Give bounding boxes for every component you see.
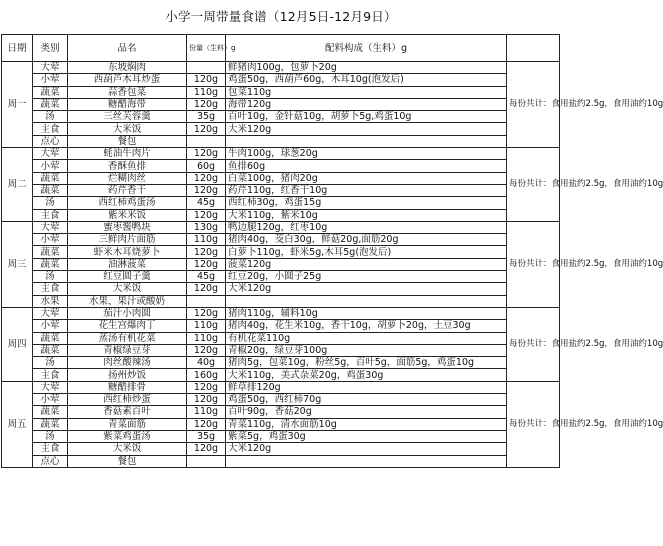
category-cell: 蔬菜 <box>33 258 68 270</box>
category-cell: 汤 <box>33 111 68 123</box>
header-dish: 品名 <box>68 35 187 62</box>
menu-row <box>2 111 560 123</box>
dish-cell: 肉丝酸辣汤 <box>68 357 187 369</box>
category-cell: 点心 <box>33 135 68 147</box>
category-cell: 大荤 <box>33 381 68 393</box>
menu-row <box>2 258 560 270</box>
category-cell: 主食 <box>33 123 68 135</box>
quantity-cell: 120g <box>187 123 226 135</box>
menu-row <box>2 98 560 110</box>
nutrition-note-cell: 每份共计：食用盐约2.5g，食用油约10g <box>507 221 560 307</box>
menu-row <box>2 357 560 369</box>
category-cell: 主食 <box>33 443 68 455</box>
ingredients-cell: 猪肉5g，包菜10g，粉丝5g，百叶5g，面筋5g，鸡蛋10g <box>226 357 507 369</box>
menu-row <box>2 209 560 221</box>
menu-row <box>2 197 560 209</box>
category-cell: 汤 <box>33 357 68 369</box>
dish-cell: 紫菜鸡蛋汤 <box>68 430 187 442</box>
dish-cell: 糖醋海带 <box>68 98 187 110</box>
category-cell: 蔬菜 <box>33 184 68 196</box>
quantity-cell: 120g <box>187 98 226 110</box>
ingredients-cell: 猪肉40g，花生米10g，香干10g，胡萝卜20g，土豆30g <box>226 320 507 332</box>
dish-cell: 大米饭 <box>68 443 187 455</box>
dish-cell: 西葫芦木耳炒蛋 <box>68 74 187 86</box>
quantity-cell: 120g <box>187 148 226 160</box>
day-cell: 周五 <box>2 381 33 467</box>
day-cell: 周一 <box>2 62 33 148</box>
quantity-cell: 120g <box>187 394 226 406</box>
quantity-cell: 120g <box>187 209 226 221</box>
ingredients-cell: 海带120g <box>226 98 507 110</box>
menu-table <box>1 34 663 468</box>
quantity-cell: 120g <box>187 344 226 356</box>
quantity-cell: 120g <box>187 258 226 270</box>
category-cell: 蔬菜 <box>33 246 68 258</box>
ingredients-cell: 牛肉100g，球葱20g <box>226 148 507 160</box>
dish-cell: 烂糊肉丝 <box>68 172 187 184</box>
dish-cell: 蒜香包菜 <box>68 86 187 98</box>
dish-cell: 红豆圆子羹 <box>68 271 187 283</box>
quantity-cell: 120g <box>187 418 226 430</box>
ingredients-cell: 大米120g <box>226 443 507 455</box>
quantity-cell: 120g <box>187 283 226 295</box>
quantity-cell: 110g <box>187 86 226 98</box>
category-cell: 小荤 <box>33 394 68 406</box>
header-quantity: 份量（生料）g <box>187 35 226 62</box>
ingredients-cell: 鸡蛋50g，西葫芦60g，木耳10g(泡发后) <box>226 74 507 86</box>
menu-row <box>2 123 560 135</box>
category-cell: 蔬菜 <box>33 172 68 184</box>
menu-row <box>2 135 560 147</box>
ingredients-cell: 菠菜120g <box>226 258 507 270</box>
quantity-cell: 120g <box>187 172 226 184</box>
category-cell: 蔬菜 <box>33 98 68 110</box>
menu-row <box>2 62 560 74</box>
dish-cell: 大米饭 <box>68 123 187 135</box>
quantity-cell: 160g <box>187 369 226 381</box>
dish-cell: 西红柿鸡蛋汤 <box>68 197 187 209</box>
category-cell: 主食 <box>33 209 68 221</box>
menu-row <box>2 148 560 160</box>
quantity-cell: 120g <box>187 246 226 258</box>
menu-row <box>2 381 560 393</box>
menu-row <box>2 430 560 442</box>
ingredients-cell: 青椒20g，绿豆芽100g <box>226 344 507 356</box>
dish-cell: 药芹香干 <box>68 184 187 196</box>
ingredients-cell: 鸡蛋50g，西红柿70g <box>226 394 507 406</box>
ingredients-cell: 大米120g <box>226 283 507 295</box>
ingredients-cell: 青菜110g，清水面筋10g <box>226 418 507 430</box>
dish-cell: 香菇素百叶 <box>68 406 187 418</box>
nutrition-note-cell: 每份共计：食用盐约2.5g，食用油约10g <box>507 62 560 148</box>
header-day: 日期 <box>2 35 33 62</box>
ingredients-cell: 大米110g，美式杂菜20g，鸡蛋30g <box>226 369 507 381</box>
ingredients-cell: 紫菜5g，鸡蛋30g <box>226 430 507 442</box>
quantity-cell: 45g <box>187 197 226 209</box>
quantity-cell: 45g <box>187 271 226 283</box>
quantity-cell: 120g <box>187 74 226 86</box>
quantity-cell: 35g <box>187 111 226 123</box>
dish-cell: 青椒绿豆芽 <box>68 344 187 356</box>
ingredients-cell: 大米110g，紫米10g <box>226 209 507 221</box>
ingredients-cell: 鲜草排120g <box>226 381 507 393</box>
dish-cell: 扬州炒饭 <box>68 369 187 381</box>
quantity-cell: 110g <box>187 320 226 332</box>
menu-row <box>2 246 560 258</box>
nutrition-note-cell: 每份共计：食用盐约2.5g，食用油约10g <box>507 381 560 467</box>
quantity-cell: 120g <box>187 443 226 455</box>
category-cell: 汤 <box>33 430 68 442</box>
quantity-cell: 60g <box>187 160 226 172</box>
category-cell: 蔬菜 <box>33 344 68 356</box>
category-cell: 大荤 <box>33 221 68 233</box>
category-cell: 蔬菜 <box>33 332 68 344</box>
header-ingredients: 配料构成（生料）g <box>226 35 507 62</box>
dish-cell: 香酥鱼排 <box>68 160 187 172</box>
quantity-cell <box>187 455 226 467</box>
menu-row <box>2 394 560 406</box>
quantity-cell: 120g <box>187 307 226 319</box>
nutrition-note-cell: 每份共计：食用盐约2.5g，食用油约10g <box>507 148 560 222</box>
dish-cell: 蜜枣酱鸭块 <box>68 221 187 233</box>
category-cell: 大荤 <box>33 62 68 74</box>
category-cell: 蔬菜 <box>33 418 68 430</box>
category-cell: 小荤 <box>33 234 68 246</box>
quantity-cell: 120g <box>187 381 226 393</box>
menu-row <box>2 234 560 246</box>
header-note <box>507 35 560 62</box>
ingredients-cell: 红豆20g，小圆子25g <box>226 271 507 283</box>
dish-cell: 花生宫爆肉丁 <box>68 320 187 332</box>
dish-cell: 虾米木耳烧萝卜 <box>68 246 187 258</box>
ingredients-cell: 白菜100g，猪肉20g <box>226 172 507 184</box>
ingredients-cell: 猪肉40g，茭白30g，鲜菇20g,面筋20g <box>226 234 507 246</box>
ingredients-cell: 百叶90g，香菇20g <box>226 406 507 418</box>
category-cell: 主食 <box>33 283 68 295</box>
ingredients-cell: 有机花菜110g <box>226 332 507 344</box>
category-cell: 小荤 <box>33 74 68 86</box>
quantity-cell <box>187 135 226 147</box>
ingredients-cell: 白萝卜110g，虾米5g,木耳5g(泡发后) <box>226 246 507 258</box>
dish-cell: 青菜面筋 <box>68 418 187 430</box>
ingredients-cell: 药芹110g，红香干10g <box>226 184 507 196</box>
menu-row <box>2 418 560 430</box>
ingredients-cell <box>226 295 507 307</box>
dish-cell: 西红柿炒蛋 <box>68 394 187 406</box>
dish-cell: 东坡焖肉 <box>68 62 187 74</box>
category-cell: 水果 <box>33 295 68 307</box>
menu-row <box>2 455 560 467</box>
menu-row <box>2 221 560 233</box>
nutrition-note-cell: 每份共计：食用盐约2.5g，食用油约10g <box>507 307 560 381</box>
ingredients-cell: 大米120g <box>226 123 507 135</box>
menu-row <box>2 307 560 319</box>
menu-row <box>2 369 560 381</box>
day-cell: 周二 <box>2 148 33 222</box>
menu-row <box>2 271 560 283</box>
category-cell: 大荤 <box>33 148 68 160</box>
menu-row <box>2 443 560 455</box>
category-cell: 蔬菜 <box>33 86 68 98</box>
menu-row <box>2 74 560 86</box>
dish-cell: 餐包 <box>68 135 187 147</box>
header-row <box>2 35 560 62</box>
quantity-cell <box>187 62 226 74</box>
menu-row <box>2 160 560 172</box>
day-cell: 周三 <box>2 221 33 307</box>
ingredients-cell: 猪肉110g，辅料10g <box>226 307 507 319</box>
quantity-cell <box>187 295 226 307</box>
quantity-cell: 110g <box>187 234 226 246</box>
dish-cell: 茄汁小肉圆 <box>68 307 187 319</box>
menu-row <box>2 283 560 295</box>
ingredients-cell: 西红柿30g，鸡蛋15g <box>226 197 507 209</box>
quantity-cell: 40g <box>187 357 226 369</box>
page-title: 小学一周带量食谱（12月5日-12月9日） <box>165 9 397 24</box>
menu-row <box>2 406 560 418</box>
ingredients-cell: 百叶10g，金针菇10g，胡萝卜5g,鸡蛋10g <box>226 111 507 123</box>
ingredients-cell: 包菜110g <box>226 86 507 98</box>
dish-cell: 紫米米饭 <box>68 209 187 221</box>
dish-cell: 糖醋排骨 <box>68 381 187 393</box>
menu-row <box>2 184 560 196</box>
dish-cell: 大米饭 <box>68 283 187 295</box>
menu-row <box>2 295 560 307</box>
quantity-cell: 110g <box>187 332 226 344</box>
category-cell: 蔬菜 <box>33 406 68 418</box>
ingredients-cell <box>226 455 507 467</box>
dish-cell: 油淋菠菜 <box>68 258 187 270</box>
header-category: 类别 <box>33 35 68 62</box>
quantity-cell: 35g <box>187 430 226 442</box>
day-cell: 周四 <box>2 307 33 381</box>
quantity-cell: 110g <box>187 406 226 418</box>
category-cell: 汤 <box>33 197 68 209</box>
category-cell: 大荤 <box>33 307 68 319</box>
dish-cell: 水果、果汁或酸奶 <box>68 295 187 307</box>
ingredients-cell: 鲜猪肉100g，包萝卜20g <box>226 62 507 74</box>
ingredients-cell: 鱼排60g <box>226 160 507 172</box>
dish-cell: 蚝油牛肉片 <box>68 148 187 160</box>
menu-row <box>2 320 560 332</box>
menu-body <box>2 62 663 468</box>
category-cell: 汤 <box>33 271 68 283</box>
ingredients-cell: 鸭边腿120g，红枣10g <box>226 221 507 233</box>
quantity-cell: 120g <box>187 184 226 196</box>
dish-cell: 三鲜肉片面筋 <box>68 234 187 246</box>
category-cell: 主食 <box>33 369 68 381</box>
dish-cell: 蒸汤有机花菜 <box>68 332 187 344</box>
dish-cell: 三丝芙蓉羹 <box>68 111 187 123</box>
ingredients-cell <box>226 135 507 147</box>
category-cell: 小荤 <box>33 320 68 332</box>
category-cell: 小荤 <box>33 160 68 172</box>
category-cell: 点心 <box>33 455 68 467</box>
menu-row <box>2 344 560 356</box>
menu-row <box>2 332 560 344</box>
quantity-cell: 130g <box>187 221 226 233</box>
menu-row <box>2 172 560 184</box>
dish-cell: 餐包 <box>68 455 187 467</box>
menu-row <box>2 86 560 98</box>
